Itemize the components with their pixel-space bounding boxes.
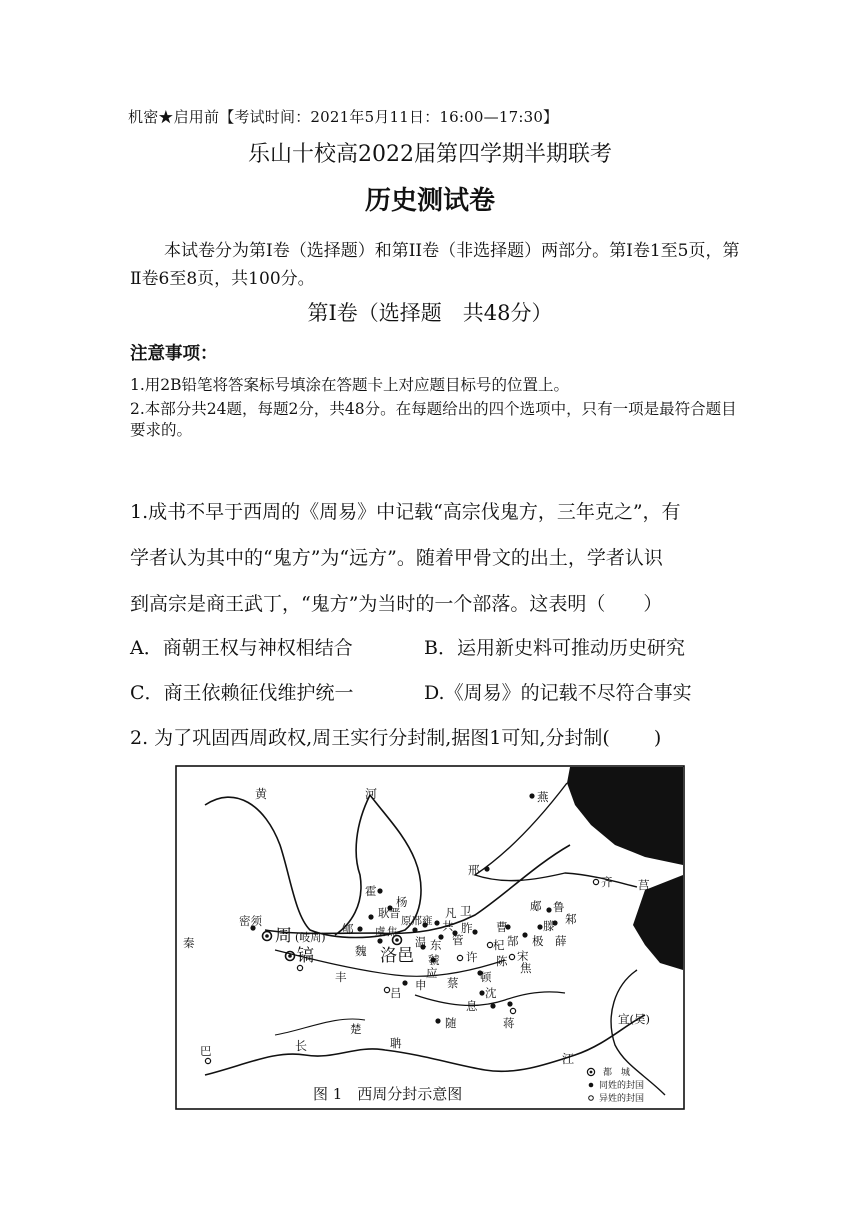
q1-option-b: B．运用新史料可推动历史研究 (424, 637, 685, 659)
label-xi: 息 (466, 999, 478, 1013)
label-wei-state: 卫 (460, 904, 472, 918)
label-qin: 秦 (183, 936, 195, 950)
label-ju: 莒 (638, 878, 650, 892)
q1-option-d: D.《周易》的记载不尽符合事实 (424, 682, 692, 704)
q1-line-1: 1.成书不早于西周的《周易》中记载“高宗伐鬼方，三年克之”，有 (130, 501, 681, 523)
map-svg (175, 765, 685, 1110)
label-luoyi: 洛邑 (380, 946, 414, 966)
river-huang: 黄 (255, 787, 268, 801)
river-chang: 长 (295, 1039, 308, 1053)
label-guo: 虢 (428, 953, 440, 967)
label-shen-2: 沈 (485, 986, 497, 1000)
legend-same-surname: 同姓的封国 (599, 1081, 645, 1091)
label-feng: 丰 (335, 970, 347, 984)
label-xing: 邢 (468, 863, 480, 877)
label-dong: 东 (430, 938, 442, 952)
notice-heading: 注意事项： (130, 344, 218, 364)
label-lu: 鲁 (553, 900, 565, 914)
label-jin: 晋 (389, 906, 401, 920)
label-qi-state: 杞 (493, 938, 505, 952)
label-cao: 曹 (496, 920, 508, 934)
label-teng: 滕 (543, 919, 555, 933)
label-cheng: 郕 (530, 899, 542, 913)
q1-option-a: A．商朝王权与神权相结合 (130, 637, 353, 659)
label-zhu: 邾 (565, 912, 577, 926)
label-chu: 楚 (350, 1022, 362, 1036)
label-fan: 凡 (445, 906, 457, 920)
map-caption: 图 1 西周分封示意图 (313, 1085, 463, 1103)
label-dun: 顿 (480, 970, 492, 984)
q1-line-3: 到高宗是商王武丁，“鬼方”为当时的一个部落。这表明（ ） (130, 593, 663, 615)
part-title: 第Ⅰ卷（选择题 共48分） (307, 301, 553, 325)
label-shen: 申 (415, 978, 427, 992)
label-wei-state-2: 魏 (355, 944, 367, 958)
label-qizhou: (岐周) (295, 931, 326, 944)
intro-paragraph: 本试卷分为第Ⅰ卷（选择题）和第II卷（非选择题）两部分。第Ⅰ卷1至5页，第Ⅱ卷6至8页，共100分。 (130, 241, 740, 289)
label-geng: 耿 (378, 906, 390, 920)
label-lv: 吕 (390, 986, 402, 1000)
label-cai: 蔡 (447, 976, 459, 990)
legend-capital: 都 城 (603, 1068, 631, 1078)
label-chen: 陈 (496, 954, 508, 968)
label-yang: 杨 (396, 895, 408, 909)
legend-diff-surname: 异姓的封国 (599, 1094, 645, 1104)
label-gao: 郜 (507, 934, 519, 948)
label-zhou: 周 (275, 926, 292, 946)
label-gong: 共 (442, 919, 454, 933)
label-ji: 极 (532, 934, 544, 948)
label-guan: 管 (452, 933, 464, 947)
label-yuanxing: 原邢雍 (401, 915, 433, 927)
label-yu: 虞 (375, 926, 386, 938)
label-huo: 霍 (365, 884, 377, 898)
notice-item-1: 1.用2B铅笔将答案标号填涂在答题卡上对应题目标号的位置上。 (130, 376, 570, 394)
exam-title: 乐山十校高2022届第四学期半期联考 (248, 142, 612, 167)
paper-title: 历史测试卷 (364, 186, 495, 216)
label-ba: 巴 (200, 1044, 212, 1058)
river-he: 河 (365, 787, 378, 801)
q2-stem: 2. 为了巩固西周政权,周王实行分封制,据图1可知,分封制( ) (130, 727, 662, 749)
label-jiao-2: 焦 (520, 961, 532, 975)
label-dan: 聃 (390, 1036, 402, 1050)
label-yan: 燕 (537, 790, 549, 804)
label-zuo: 胙 (461, 921, 473, 935)
label-xue: 薛 (555, 934, 567, 948)
label-sui: 随 (445, 1016, 457, 1030)
q1-option-c: C．商王依赖征伐维护统一 (130, 682, 354, 704)
q1-line-2: 学者认为其中的“鬼方”为“远方”。随着甲骨文的出土，学者认识 (130, 547, 663, 569)
notice-item-2: 2.本部分共24题，每题2分，共48分。在每题给出的四个选项中，只有一项是最符合题目要求的。 (130, 400, 737, 439)
label-qi: 齐 (601, 875, 613, 889)
label-jiao: 焦 (387, 926, 398, 938)
river-jiang: 江 (562, 1052, 575, 1066)
label-mixu: 密须 (239, 914, 262, 928)
label-yi-wu: 宜(吴) (618, 1012, 650, 1026)
label-hao: 镐 (297, 946, 314, 966)
label-song: 宋 (517, 949, 529, 963)
label-jiang: 蒋 (503, 1016, 515, 1030)
label-ying: 应 (426, 966, 438, 980)
western-zhou-fief-map (175, 765, 685, 1114)
secrecy-line: 机密★启用前【考试时间：2021年5月11日：16:00—17:30】 (128, 108, 559, 126)
label-xu: 许 (466, 950, 478, 964)
label-xun: 郇 (342, 922, 354, 936)
label-wen: 温 (415, 935, 427, 949)
